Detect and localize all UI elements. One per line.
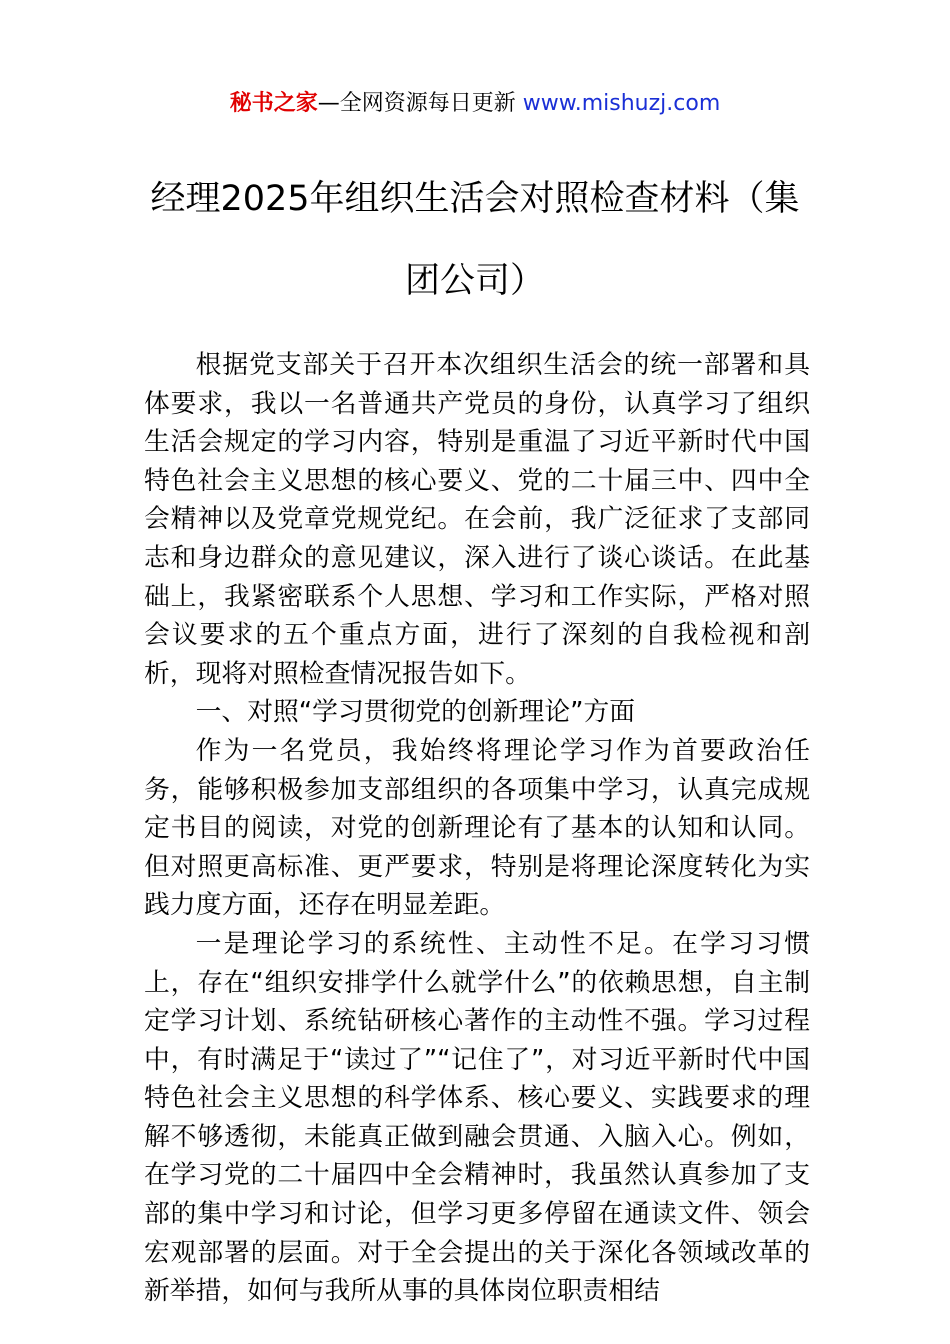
brand-name: 秘书之家	[229, 91, 318, 116]
document-body	[144, 346, 810, 1311]
paragraph-intro: 根据党支部关于召开本次组织生活会的统一部署和具体要求，我以一名普通共产党员的身份，认真学习了组织生活会规定的学习内容，特别是重温了习近平新时代中国特色社会主义思想的核心要义、党的二十届三中、四中全会精神以及党章党规党纪。在会前，我广泛征求了支部同志和身边群众的意见建议，深入进行了谈心谈话。在此基础上，我紧密联系个人思想、学习和工作实际，严格对照会议要求的五个重点方面，进行了深刻的自我检视和剖析，现将对照检查情况报告如下。	[144, 350, 810, 689]
paragraph-overview: 作为一名党员，我始终将理论学习作为首要政治任务，能够积极参加支部组织的各项集中学习，认真完成规定书目的阅读，对党的创新理论有了基本的认知和认同。但对照更高标准、更严要求，特别是将理论深度转化为实践力度方面，还存在明显差距。	[144, 735, 810, 921]
header-tagline: —全网资源每日更新	[317, 91, 516, 116]
site-header	[0, 86, 950, 122]
site-link[interactable]: www.mishuzj.com	[522, 91, 721, 116]
section-heading-1: 一、对照“学习贯彻党的创新理论”方面	[195, 697, 636, 728]
paragraph-point-1: 一是理论学习的系统性、主动性不足。在学习习惯上，存在“组织安排学什么就学什么”的依赖思想，自主制定学习计划、系统钻研核心著作的主动性不强。学习过程中，有时满足于“读过了”“记住了”，对习近平新时代中国特色社会主义思想的科学体系、核心要义、实践要求的理解不够透彻，未能真正做到融会贯通、入脑入心。例如，在学习党的二十届四中全会精神时，我虽然认真参加了支部的集中学习和讨论，但学习更多停留在通读文件、领会宏观部署的层面。对于全会提出的关于深化各领域改革的新举措，如何与我所从事的具体岗位职责相结	[144, 928, 810, 1307]
document-title: 经理2025年组织生活会对照检查材料（集团公司）	[150, 179, 800, 301]
